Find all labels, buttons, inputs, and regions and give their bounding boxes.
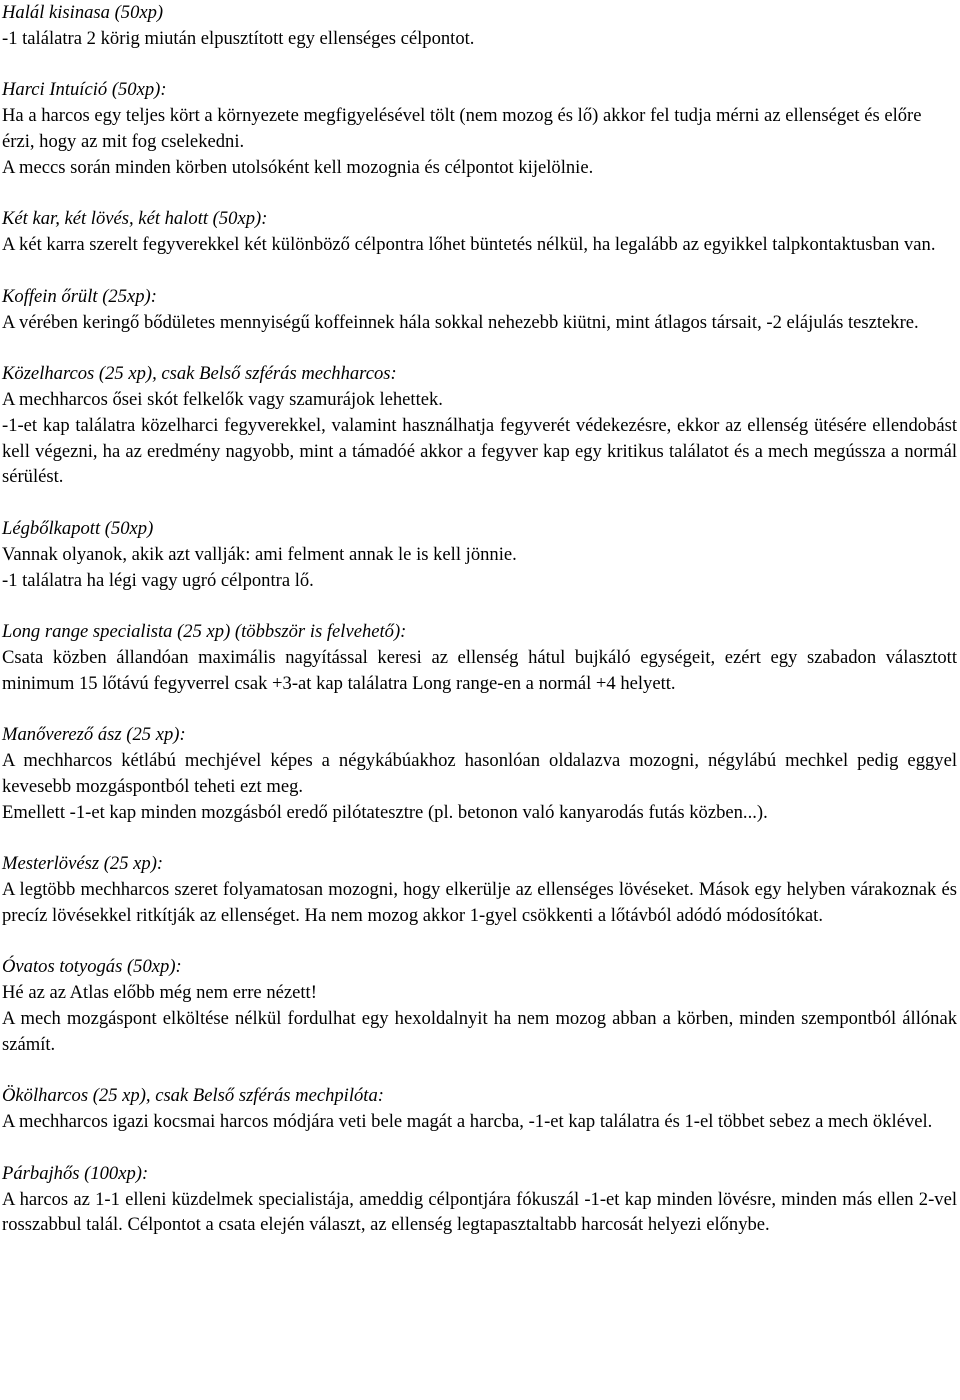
entry-title: Légbőlkapott (50xp): [2, 517, 154, 539]
entry-title: Párbajhős (100xp):: [2, 1162, 149, 1184]
entry-manoverezo-asz: [2, 722, 957, 825]
entry-long-range-specialista: [2, 619, 957, 696]
entry-paragraph: A mechharcos kétlábú mechjével képes a négykábúakhoz hasonlóan oldalazva mozogni, négylábú mechkel pedig eggyel kevesebb mozgáspontból teheti ezt meg.: [2, 750, 957, 797]
entry-title: Ökölharcos (25 xp), csak Belső szférás mechpilóta:: [2, 1085, 384, 1107]
entry-paragraph: Hé az az Atlas előbb még nem erre nézett!: [2, 982, 317, 1004]
entry-parbajhos: [2, 1161, 957, 1238]
entry-paragraph: Csata közben állandóan maximális nagyítással keresi az ellenség hátul bujkáló egységeit, ezért egy szabadon választott minimum 15 lőtávú fegyverrel csak +3-at kap találatra Long range-en a normál +4 helyett.: [2, 646, 957, 694]
entry-halal-kisinasa: [2, 0, 957, 52]
entry-title: Koffein őrült (25xp):: [2, 285, 157, 307]
entry-paragraph: Emellett -1-et kap minden mozgásból eredő pilótatesztre (pl. betonon való kanyarodás futás közben...).: [2, 801, 768, 823]
entry-title: Óvatos totyogás (50xp):: [2, 956, 182, 978]
entry-okolharcos: [2, 1083, 957, 1135]
entry-ket-kar: [2, 206, 957, 258]
entry-paragraph: A mech mozgáspont elköltése nélkül fordulhat egy hexoldalnyit ha nem mozog abban a körben, minden szempontból állónak számít.: [2, 1008, 957, 1055]
entry-paragraph: A mechharcos ősei skót felkelők vagy szamurájok lehettek.: [2, 388, 443, 410]
entry-paragraph: -1 találatra 2 körig miután elpusztított egy ellenséges célpontot.: [2, 27, 475, 49]
entry-paragraph: Ha a harcos egy teljes kört a környezete megfigyelésével tölt (nem mozog és lő) akkor fel tudja mérni az ellenséget és előre érzi, hogy az mit fog cselekedni.: [2, 105, 922, 152]
entry-legbolkapott: [2, 516, 957, 593]
entry-title: Közelharcos (25 xp), csak Belső szférás mechharcos:: [2, 363, 397, 385]
entry-paragraph: -1-et kap találatra közelharci fegyverekkel, valamint használhatja fegyverét védekezésre, ekkor az ellenség ütésére ellendobást kell végezni, ha az eredmény nagyobb, mint a támadóé akkor a fegyver kap egy kritikus találatot és a mech megússza a normál sérülést.: [2, 414, 957, 488]
entry-title: Halál kisinasa (50xp): [2, 2, 164, 23]
entry-kozelharcos: [2, 361, 957, 490]
entry-koffein-orult: [2, 284, 957, 336]
entry-paragraph: A legtöbb mechharcos szeret folyamatosan mozogni, hogy elkerülje az ellenséges lövéseket. Mások egy helyben várakoznak és precíz lövésekkel ritkítják az ellenséget. Ha nem mozog akkor 1-gyel csökkenti a lőtávból adódó módosítókat.: [2, 879, 957, 926]
entry-harci-intuicio: [2, 77, 957, 180]
entry-ovatos-totyogas: [2, 954, 957, 1057]
entry-title: Mesterlövész (25 xp):: [2, 853, 164, 875]
entry-title: Két kar, két lövés, két halott (50xp):: [2, 208, 268, 230]
entry-paragraph: -1 találatra ha légi vagy ugró célpontra lő.: [2, 569, 314, 591]
entry-paragraph: A vérében keringő bődületes mennyiségű koffeinnek hála sokkal nehezebb kiütni, mint átlagos társait, -2 elájulás tesztekre.: [2, 311, 919, 333]
entry-title: Harci Intuíció (50xp):: [2, 79, 167, 101]
entry-paragraph: A harcos az 1-1 elleni küzdelmek specialistája, ameddig célpontjára fókuszál -1-et kap minden lövésre, minden más ellen 2-vel rosszabbul talál. Célpontot a csata elején választ, az ellenség legtapasztaltabb harcosát helyezi előnybe.: [2, 1188, 957, 1236]
entry-paragraph: A meccs során minden körben utolsóként kell mozognia és célpontot kijelölnie.: [2, 156, 594, 178]
entry-paragraph: A mechharcos igazi kocsmai harcos módjára veti bele magát a harcba, -1-et kap találatra és 1-el többet sebez a mech öklével.: [2, 1111, 933, 1133]
entry-paragraph: Vannak olyanok, akik azt vallják: ami felment annak le is kell jönnie.: [2, 543, 517, 565]
entry-title: Long range specialista (25 xp) (többször is felvehető):: [2, 621, 407, 643]
entry-mesterlovesz: [2, 851, 957, 928]
entry-paragraph: A két karra szerelt fegyverekkel két különböző célpontra lőhet büntetés nélkül, ha legalább az egyikkel talpkontaktusban van.: [2, 234, 936, 256]
entry-title: Manőverező ász (25 xp):: [2, 724, 186, 746]
